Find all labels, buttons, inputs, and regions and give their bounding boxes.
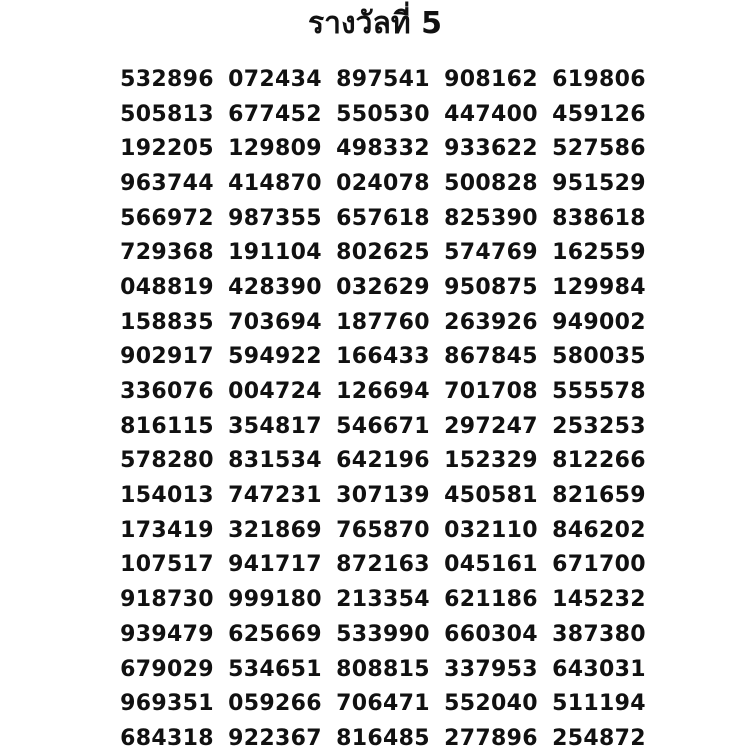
prize-number: 821659 xyxy=(552,483,646,509)
prize-number: 816115 xyxy=(120,413,214,439)
prize-number: 838618 xyxy=(552,205,646,231)
page-title: รางวัลที่ 5 xyxy=(308,6,442,41)
number-row xyxy=(113,444,653,479)
prize-number: 532896 xyxy=(120,66,214,92)
prize-number: 922367 xyxy=(228,725,322,751)
number-row xyxy=(113,166,653,201)
prize-number: 867845 xyxy=(444,344,538,370)
number-row xyxy=(113,409,653,444)
prize-number: 546671 xyxy=(336,413,430,439)
prize-number: 701708 xyxy=(444,379,538,405)
prize-number: 187760 xyxy=(336,309,430,335)
prize-number: 918730 xyxy=(120,587,214,613)
prize-number: 213354 xyxy=(336,587,430,613)
prize-number: 428390 xyxy=(228,274,322,300)
prize-number: 677452 xyxy=(228,101,322,127)
prize-number: 555578 xyxy=(552,379,646,405)
prize-number: 024078 xyxy=(336,170,430,196)
prize-number: 253253 xyxy=(552,413,646,439)
number-row xyxy=(113,513,653,548)
prize-number: 527586 xyxy=(552,136,646,162)
prize-number: 816485 xyxy=(336,725,430,751)
prize-number: 703694 xyxy=(228,309,322,335)
prize-number: 684318 xyxy=(120,725,214,751)
prize-number: 765870 xyxy=(336,517,430,543)
prize-number: 307139 xyxy=(336,483,430,509)
prize-number: 831534 xyxy=(228,448,322,474)
prize-number: 950875 xyxy=(444,274,538,300)
prize-number: 729368 xyxy=(120,240,214,266)
prize-number: 552040 xyxy=(444,691,538,717)
prize-number: 657618 xyxy=(336,205,430,231)
prize-number: 987355 xyxy=(228,205,322,231)
prize-number: 297247 xyxy=(444,413,538,439)
number-row xyxy=(113,582,653,617)
number-row xyxy=(113,548,653,583)
prize-number: 263926 xyxy=(444,309,538,335)
prize-number: 621186 xyxy=(444,587,538,613)
prize-number: 825390 xyxy=(444,205,538,231)
prize-number: 158835 xyxy=(120,309,214,335)
prize-number: 126694 xyxy=(336,379,430,405)
prize-number: 336076 xyxy=(120,379,214,405)
prize-number: 173419 xyxy=(120,517,214,543)
prize-number: 414870 xyxy=(228,170,322,196)
prize-number: 277896 xyxy=(444,725,538,751)
number-row xyxy=(113,270,653,305)
prize-number: 505813 xyxy=(120,101,214,127)
prize-number: 747231 xyxy=(228,483,322,509)
prize-number: 808815 xyxy=(336,656,430,682)
number-row xyxy=(113,721,653,756)
prize-number: 902917 xyxy=(120,344,214,370)
number-row xyxy=(113,62,653,97)
number-row xyxy=(113,131,653,166)
prize-number: 671700 xyxy=(552,552,646,578)
prize-number: 949002 xyxy=(552,309,646,335)
prize-number: 032629 xyxy=(336,274,430,300)
prize-number: 812266 xyxy=(552,448,646,474)
prize-number: 679029 xyxy=(120,656,214,682)
prize-number: 059266 xyxy=(228,691,322,717)
prize-number: 643031 xyxy=(552,656,646,682)
prize-number: 004724 xyxy=(228,379,322,405)
prize-number: 872163 xyxy=(336,552,430,578)
prize-number: 941717 xyxy=(228,552,322,578)
prize-number: 045161 xyxy=(444,552,538,578)
prize-number: 969351 xyxy=(120,691,214,717)
number-row xyxy=(113,478,653,513)
prize-number: 072434 xyxy=(228,66,322,92)
prize-number: 498332 xyxy=(336,136,430,162)
prize-number: 129984 xyxy=(552,274,646,300)
prize-number: 511194 xyxy=(552,691,646,717)
prize-number: 963744 xyxy=(120,170,214,196)
number-row xyxy=(113,340,653,375)
prize-number: 939479 xyxy=(120,621,214,647)
prize-number: 619806 xyxy=(552,66,646,92)
prize-number: 802625 xyxy=(336,240,430,266)
prize-number: 566972 xyxy=(120,205,214,231)
number-row xyxy=(113,235,653,270)
prize-number: 580035 xyxy=(552,344,646,370)
prize-number: 254872 xyxy=(552,725,646,751)
prize-number: 594922 xyxy=(228,344,322,370)
prize-number: 578280 xyxy=(120,448,214,474)
number-row xyxy=(113,652,653,687)
prize-number: 574769 xyxy=(444,240,538,266)
prize-number: 951529 xyxy=(552,170,646,196)
prize-number: 550530 xyxy=(336,101,430,127)
prize-number: 166433 xyxy=(336,344,430,370)
prize-number: 500828 xyxy=(444,170,538,196)
prize-number: 706471 xyxy=(336,691,430,717)
number-row xyxy=(113,686,653,721)
prize-number: 337953 xyxy=(444,656,538,682)
prize-number: 048819 xyxy=(120,274,214,300)
prize-number: 533990 xyxy=(336,621,430,647)
prize-number: 933622 xyxy=(444,136,538,162)
prize-number: 162559 xyxy=(552,240,646,266)
prize-number: 625669 xyxy=(228,621,322,647)
prize-number: 459126 xyxy=(552,101,646,127)
prize-number: 999180 xyxy=(228,587,322,613)
prize-number: 897541 xyxy=(336,66,430,92)
number-row xyxy=(113,97,653,132)
prize-number: 660304 xyxy=(444,621,538,647)
prize-number: 642196 xyxy=(336,448,430,474)
prize-number: 846202 xyxy=(552,517,646,543)
number-row xyxy=(113,617,653,652)
prize-number: 387380 xyxy=(552,621,646,647)
prize-number: 154013 xyxy=(120,483,214,509)
prize-number: 447400 xyxy=(444,101,538,127)
prize-number: 032110 xyxy=(444,517,538,543)
number-row xyxy=(113,201,653,236)
prize-number: 321869 xyxy=(228,517,322,543)
prize-number: 354817 xyxy=(228,413,322,439)
prize-number: 152329 xyxy=(444,448,538,474)
number-grid xyxy=(113,62,653,756)
prize-number: 450581 xyxy=(444,483,538,509)
prize-number: 534651 xyxy=(228,656,322,682)
prize-number: 192205 xyxy=(120,136,214,162)
number-row xyxy=(113,374,653,409)
prize-number: 129809 xyxy=(228,136,322,162)
prize-number: 191104 xyxy=(228,240,322,266)
number-row xyxy=(113,305,653,340)
prize-number: 145232 xyxy=(552,587,646,613)
prize-number: 107517 xyxy=(120,552,214,578)
prize-number: 908162 xyxy=(444,66,538,92)
